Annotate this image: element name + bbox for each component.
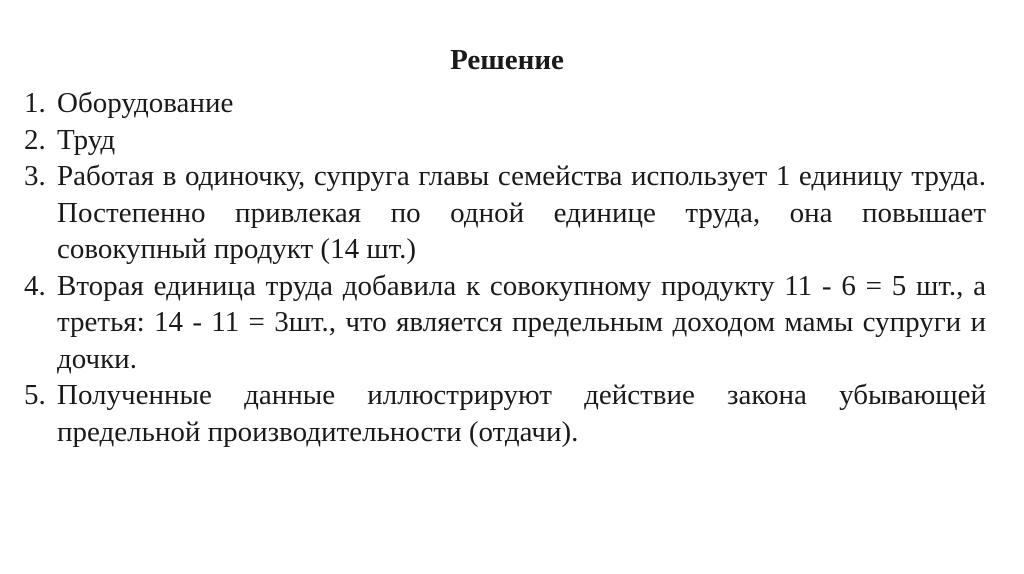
list-item-number: 4.: [24, 269, 46, 302]
list-item-number: 3.: [24, 160, 46, 192]
list-item-text: Вторая единица труда добавила к совокупному продукту 11 - 6 = 5 шт., а третья: 14 - 11 = 3шт., что является предельным доходом мамы супруги и дочки.: [57, 269, 986, 375]
list-item: [24, 85, 986, 122]
list-item-number: 1.: [24, 87, 46, 119]
slide-title: Решение: [450, 44, 564, 76]
list-item: [24, 268, 986, 378]
list-item-text: Оборудование: [57, 87, 234, 119]
list-item-text: Полученные данные иллюстрируют действие закона убывающей предельной производительности (отдачи).: [57, 379, 986, 448]
list-item-number: 2.: [24, 123, 46, 156]
list-item-number: 5.: [24, 379, 46, 411]
list-item: [24, 122, 986, 159]
list-item: [24, 158, 986, 268]
solution-list: [24, 85, 986, 450]
list-item: [24, 377, 986, 450]
list-item-text: Работая в одиночку, супруга главы семейства использует 1 единицу труда. Постепенно привлекая по одной единице труда, она повышает совокупный продукт (14 шт.): [57, 160, 986, 265]
list-item-text: Труд: [57, 123, 116, 156]
